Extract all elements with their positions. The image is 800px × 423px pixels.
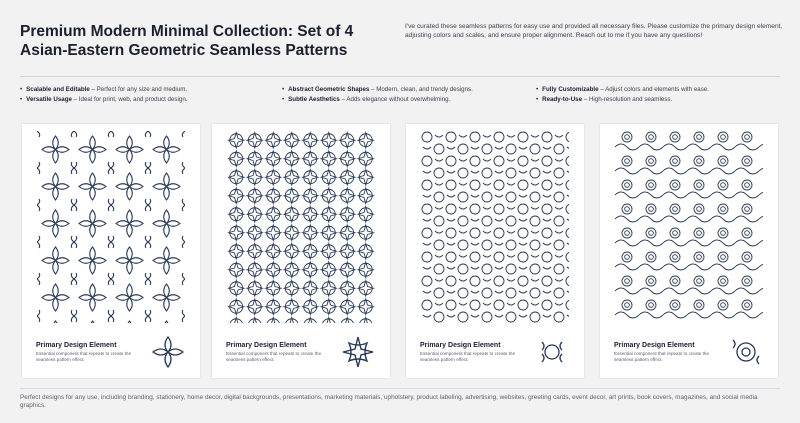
card-title: Primary Design Element [226,342,307,349]
petal-lattice-pattern [37,131,185,323]
pattern-card-2 [212,124,390,378]
card-desc: Essential component that repeats to create the seamless pattern effect. [36,351,131,362]
feature-name: Fully Customizable [542,86,599,93]
feature-desc: – Modern, clean, and trendy designs. [369,86,473,93]
card-title: Primary Design Element [420,342,501,349]
ring-motif-icon [534,334,570,370]
card-title: Primary Design Element [36,342,117,349]
feature-item [20,86,187,94]
card-title: Primary Design Element [614,342,695,349]
feature-desc: – Adjust colors and elements with ease. [598,86,709,93]
feature-name: Subtle Aesthetics [288,96,340,103]
feature-desc: – Perfect for any size and medium. [89,86,188,93]
pattern-card-1 [22,124,200,378]
card-desc: Essential component that repeats to create the seamless pattern effect. [614,351,709,362]
star-ring-pattern [227,131,375,323]
feature-item [282,86,473,94]
feature-desc: – High-resolution and seamless. [582,96,673,103]
divider [20,388,780,389]
petal-motif-icon [150,334,186,370]
feature-name: Scalable and Editable [26,86,90,93]
intro-text: I've curated these seamless patterns for easy use and provided all necessary files. Please customize the primary design element, adjusting colors and scales, and ensure proper alignment. Reach out to me if you have any questions! [405,23,783,40]
page-title: Premium Modern Minimal Collection: Set of 4 Asian-Eastern Geometric Seamless Patterns [20,23,354,59]
feature-desc: – Adds elegance without overwhelming. [339,96,451,103]
ring-dot-pattern [421,131,569,323]
feature-item [536,96,672,104]
wave-circle-pattern [615,131,763,323]
pattern-card-4 [600,124,778,378]
feature-name: Abstract Geometric Shapes [288,86,370,93]
feature-item [282,96,450,104]
feature-name: Ready-to-Use [542,96,583,103]
feature-item [20,96,188,104]
feature-item [536,86,709,94]
feature-desc: – Ideal for print, web, and product design. [71,96,188,103]
circle-motif-icon [728,334,764,370]
card-desc: Essential component that repeats to create the seamless pattern effect. [420,351,515,362]
pattern-card-3 [406,124,584,378]
card-desc: Essential component that repeats to create the seamless pattern effect. [226,351,321,362]
footer-text: Perfect designs for any use, including branding, stationery, home decor, digital backgrounds, presentations, marketing materials, upholstery, product labeling, advertising, websites, greeting cards, event decor, art prints, book covers, magazines, and social media graphics. [20,394,758,410]
feature-name: Versatile Usage [26,96,72,103]
divider [20,76,780,77]
star-motif-icon [340,334,376,370]
